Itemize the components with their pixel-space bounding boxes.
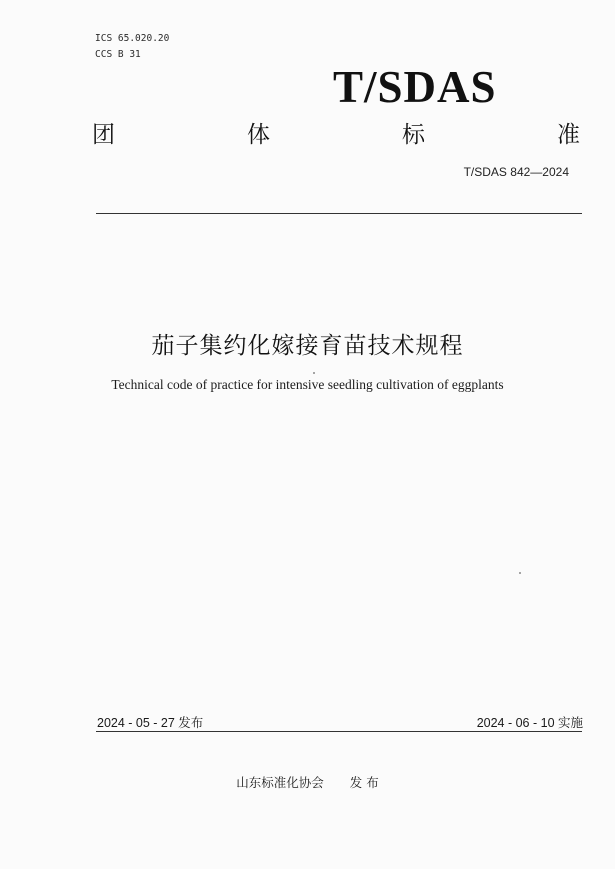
document-title-english: Technical code of practice for intensive seedling cultivation of eggplants bbox=[111, 377, 504, 392]
scan-speck bbox=[313, 372, 315, 374]
document-title-chinese: 茄子集约化嫁接育苗技术规程 bbox=[151, 333, 464, 359]
publisher-name: 山东标准化协会 bbox=[236, 775, 324, 790]
standard-brand-logo: T/SDAS bbox=[333, 62, 497, 112]
issue-date: 2024 - 05 - 27 发布 bbox=[97, 716, 204, 730]
standard-type-char: 标 bbox=[402, 122, 425, 148]
ics-code: ICS 65.020.20 bbox=[95, 33, 170, 44]
implementation-date: 2024 - 06 - 10 实施 bbox=[476, 716, 583, 730]
top-divider bbox=[96, 213, 582, 214]
standard-number: T/SDAS 842—2024 bbox=[463, 165, 569, 179]
standard-type-title bbox=[92, 116, 580, 149]
scan-speck bbox=[519, 572, 521, 574]
publish-action: 发 布 bbox=[349, 775, 379, 790]
bottom-divider bbox=[96, 731, 582, 732]
standard-type-char: 准 bbox=[557, 122, 580, 148]
publisher-line bbox=[0, 773, 615, 791]
standard-type-char: 体 bbox=[247, 122, 270, 148]
ccs-code: CCS B 31 bbox=[95, 49, 141, 60]
standard-type-char: 团 bbox=[92, 122, 115, 148]
